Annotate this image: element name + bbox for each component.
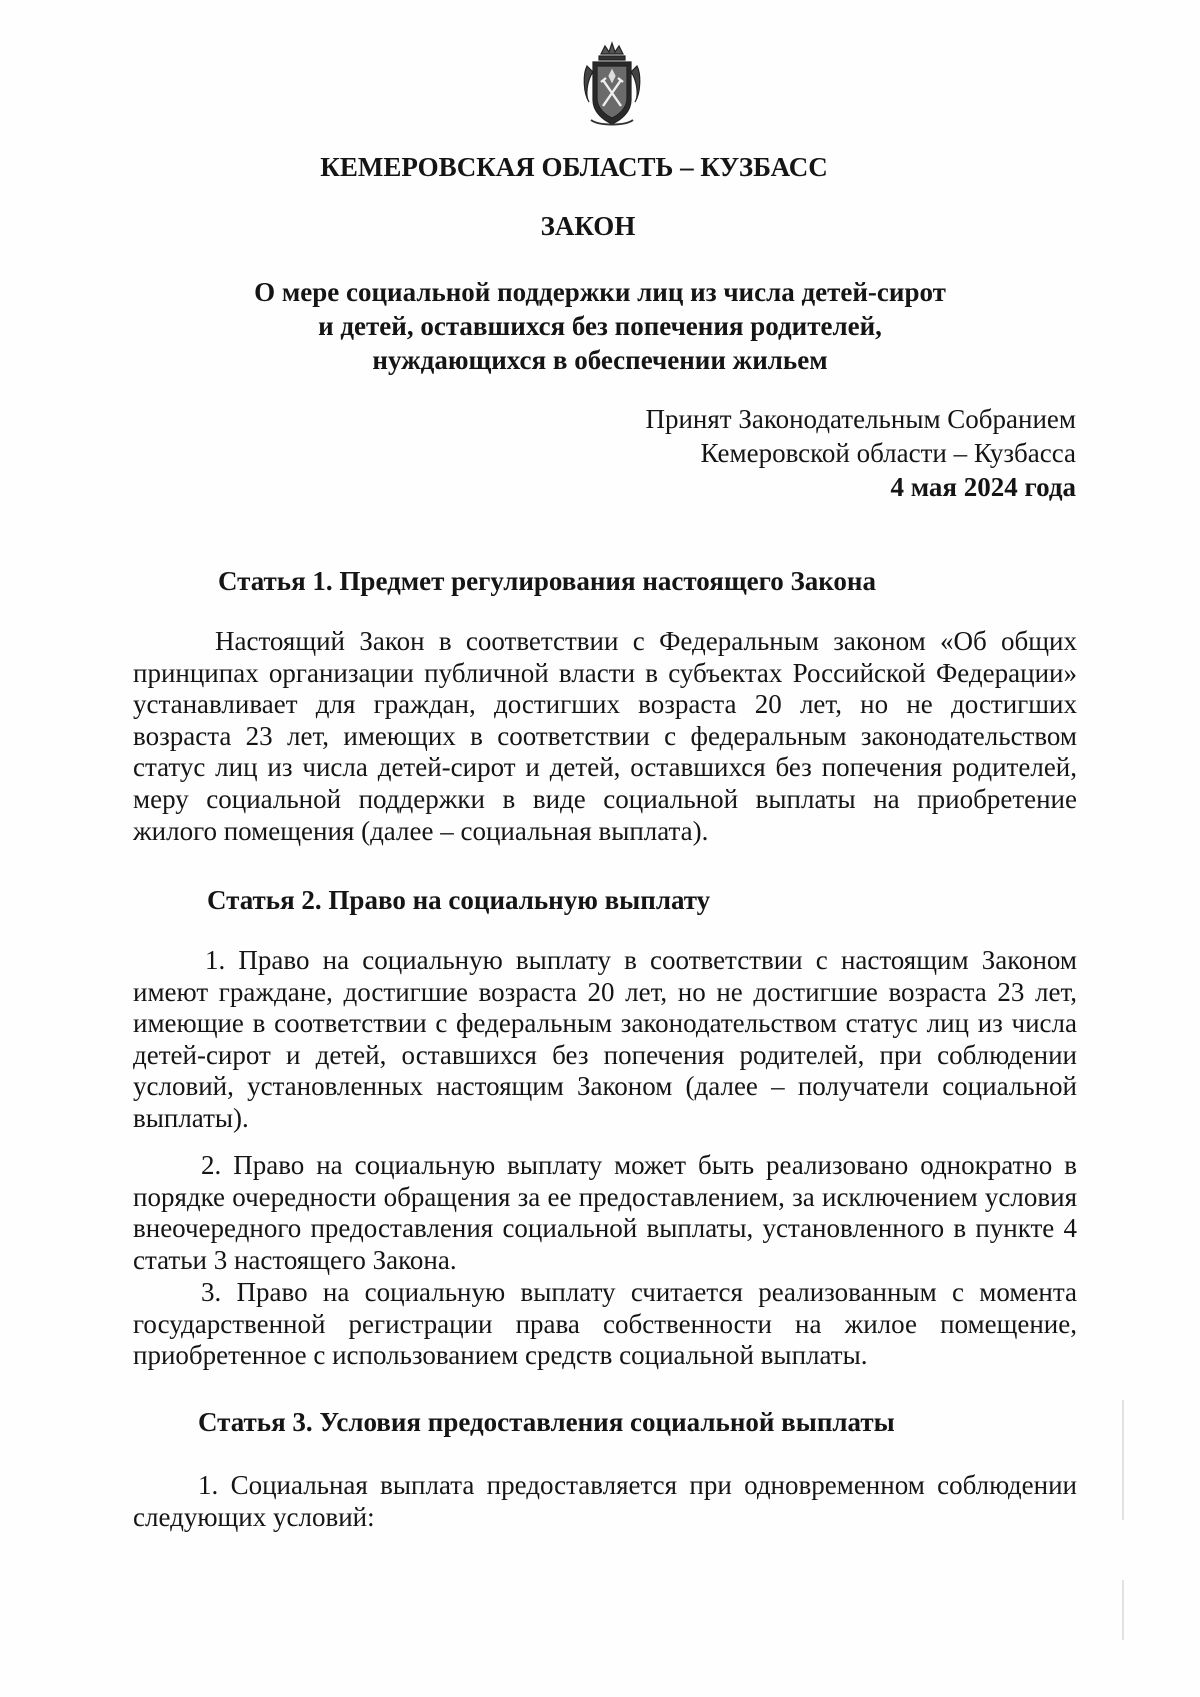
adoption-block xyxy=(645,402,1076,504)
article-heading: Статья 2. Право на социальную выплату xyxy=(207,885,711,915)
adoption-date: 4 мая 2024 года xyxy=(890,472,1076,502)
article-paragraph: 2. Право на социальную выплату может быть реализовано однократно в порядке очередности обращения за ее предоставлением, за исключением условия внеочередного предоставления социальной выплаты, установленного в пункте 4 статьи 3 настоящего Закона. xyxy=(133,1150,1077,1275)
adoption-line: Кемеровской области – Кузбасса xyxy=(700,438,1076,468)
law-title xyxy=(0,275,1200,377)
article-heading: Статья 1. Предмет регулирования настоящего Закона xyxy=(218,566,876,596)
article-paragraph: 1. Социальная выплата предоставляется при одновременном соблюдении следующих условий: xyxy=(133,1470,1077,1532)
law-title-line: О мере социальной поддержки лиц из числа детей-сирот xyxy=(254,277,946,307)
article-heading: Статья 3. Условия предоставления социальной выплаты xyxy=(198,1407,895,1437)
law-title-line: нуждающихся в обеспечении жильем xyxy=(372,345,828,375)
adoption-line: Принят Законодательным Собранием xyxy=(645,404,1076,434)
article-paragraph: 1. Право на социальную выплату в соответствии с настоящим Законом имеют граждане, достигшие возраста 20 лет, но не достигшие возраста 23 лет, имеющие в соответствии с федеральным законодательством статус лиц из числа детей-сирот и детей, оставшихся без попечения родителей, при соблюдении условий, установленных настоящим Законом (далее – получатели социальной выплаты). xyxy=(133,945,1077,1133)
law-title-line: и детей, оставшихся без попечения родителей, xyxy=(318,311,882,341)
document-type: ЗАКОН xyxy=(540,211,636,241)
region-title: КЕМЕРОВСКАЯ ОБЛАСТЬ – КУЗБАСС xyxy=(320,152,828,182)
article-paragraph: Настоящий Закон в соответствии с Федеральным законом «Об общих принципах организации публичной власти в субъектах Российской Федерации» устанавливает для граждан, достигших возраста 20 лет, но не достигших возраста 23 лет, имеющих в соответствии с федеральным законодательством статус лиц из числа детей-сирот и детей, оставшихся без попечения родителей, меру социальной поддержки в виде социальной выплаты на приобретение жилого помещения (далее – социальная выплата). xyxy=(133,626,1077,846)
article-paragraph: 3. Право на социальную выплату считается реализованным с момента государственной регистрации права собственности на жилое помещение, приобретенное с использованием средств социальной выплаты. xyxy=(133,1277,1077,1371)
scan-artifact xyxy=(1122,1400,1124,1520)
scan-artifact xyxy=(1122,1580,1124,1640)
kemerovo-coat-of-arms-icon xyxy=(579,40,645,128)
